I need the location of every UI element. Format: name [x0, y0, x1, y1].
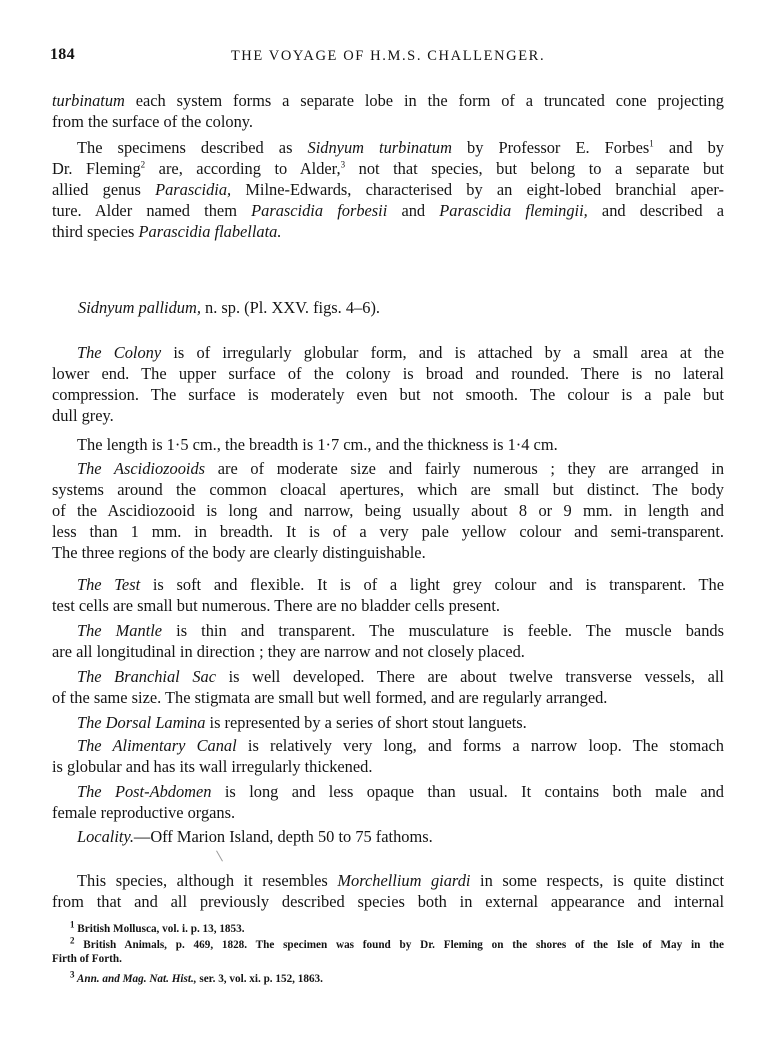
- description-post-abdomen: The Post-Abdomen is long and less opaque than usual. It contains both male and female reproductive organs.: [52, 782, 724, 822]
- intro-paragraph-specimens: The specimens described as Sidnyum turbinatum by Professor E. Forbes$^1$ and by Dr. Fleming$^2$ are, according to Alder,$^3$ not that species, but belong to a separate but allied genus Parascidia, Milne-Edwards, characterised by an eight-lobed branchial aper- ture. Alder named them Parascidia forbesii and Parascidia flemingii, and described a third species Parascidia flabellata.: [52, 138, 724, 241]
- footnote-mark-1: 1: [649, 138, 654, 149]
- footnote-2: $^2$ British Animals, p. 469, 1828. The specimen was found by Dr. Fleming on the shores of the Isle of May in the Firth of Forth.: [52, 935, 724, 965]
- description-mantle: The Mantle is thin and transparent. The musculature is feeble. The muscle bands are all longitudinal in direction ; they are narrow and not closely placed.: [52, 621, 724, 661]
- closing-paragraph: This species, although it resembles Morchellium giardi in some respects, is quite distinct from that and all previously described species both in external appearance and internal: [52, 871, 725, 911]
- footnote-3: $^3$ Ann. and Mag. Nat. Hist., ser. 3, vol. xi. p. 152, 1863.: [70, 969, 323, 985]
- italic-term: turbinatum: [52, 91, 125, 110]
- page-number: 184: [50, 46, 75, 63]
- intro-paragraph-continuation: turbinatum each system forms a separate lobe in the form of a truncated cone projecting from the surface of the colony.: [52, 91, 724, 131]
- footnote-mark-2: 2: [140, 159, 146, 170]
- description-colony: The Colony is of irregularly globular form, and is attached by a small area at the lower end. The upper surface of the colony is broad and rounded. There is no lateral compression. The surface is moderately even but not smooth. The colour is a pale but dull grey.: [52, 343, 725, 425]
- running-title: THE VOYAGE OF H.M.S. CHALLENGER.: [230, 48, 546, 64]
- description-ascidiozooids: The Ascidiozooids are of moderate size and fairly numerous ; they are arranged in systems around the common cloacal apertures, which are small but distinct. The body of the Ascidiozooid is long and narrow, being usually about 8 or 9 mm. in length and less than 1 mm. in breadth. It is of a very pale yellow colour and semi-transparent. The three regions of the body are clearly distinguishable.: [52, 459, 725, 562]
- description-test: The Test is soft and flexible. It is of a light grey colour and is transparent. The test cells are small but numerous. There are no bladder cells present.: [52, 575, 724, 615]
- footnote-1: $^1$ British Mollusca, vol. i. p. 13, 1853.: [70, 919, 245, 935]
- species-name: Sidnyum pallidum,: [78, 298, 201, 317]
- description-dorsal-lamina: The Dorsal Lamina is represented by a series of short stout languets.: [77, 713, 527, 732]
- description-branchial-sac: The Branchial Sac is well developed. There are about twelve transverse vessels, all of the same size. The stigmata are small but well formed, and are regularly arranged.: [52, 667, 724, 707]
- description-locality: Locality.—Off Marion Island, depth 50 to 75 fathoms.: [77, 827, 433, 846]
- description-alimentary-canal: The Alimentary Canal is relatively very long, and forms a narrow loop. The stomach is globular and has its wall irregularly thickened.: [52, 736, 724, 776]
- species-heading: Sidnyum pallidum, n. sp. (Pl. XXV. figs. 4–6).: [78, 298, 381, 317]
- footnote-mark-3: 3: [340, 159, 346, 170]
- ink-mark: [216, 851, 223, 862]
- description-size: The length is 1·5 cm., the breadth is 1·7 cm., and the thickness is 1·4 cm.: [77, 435, 558, 454]
